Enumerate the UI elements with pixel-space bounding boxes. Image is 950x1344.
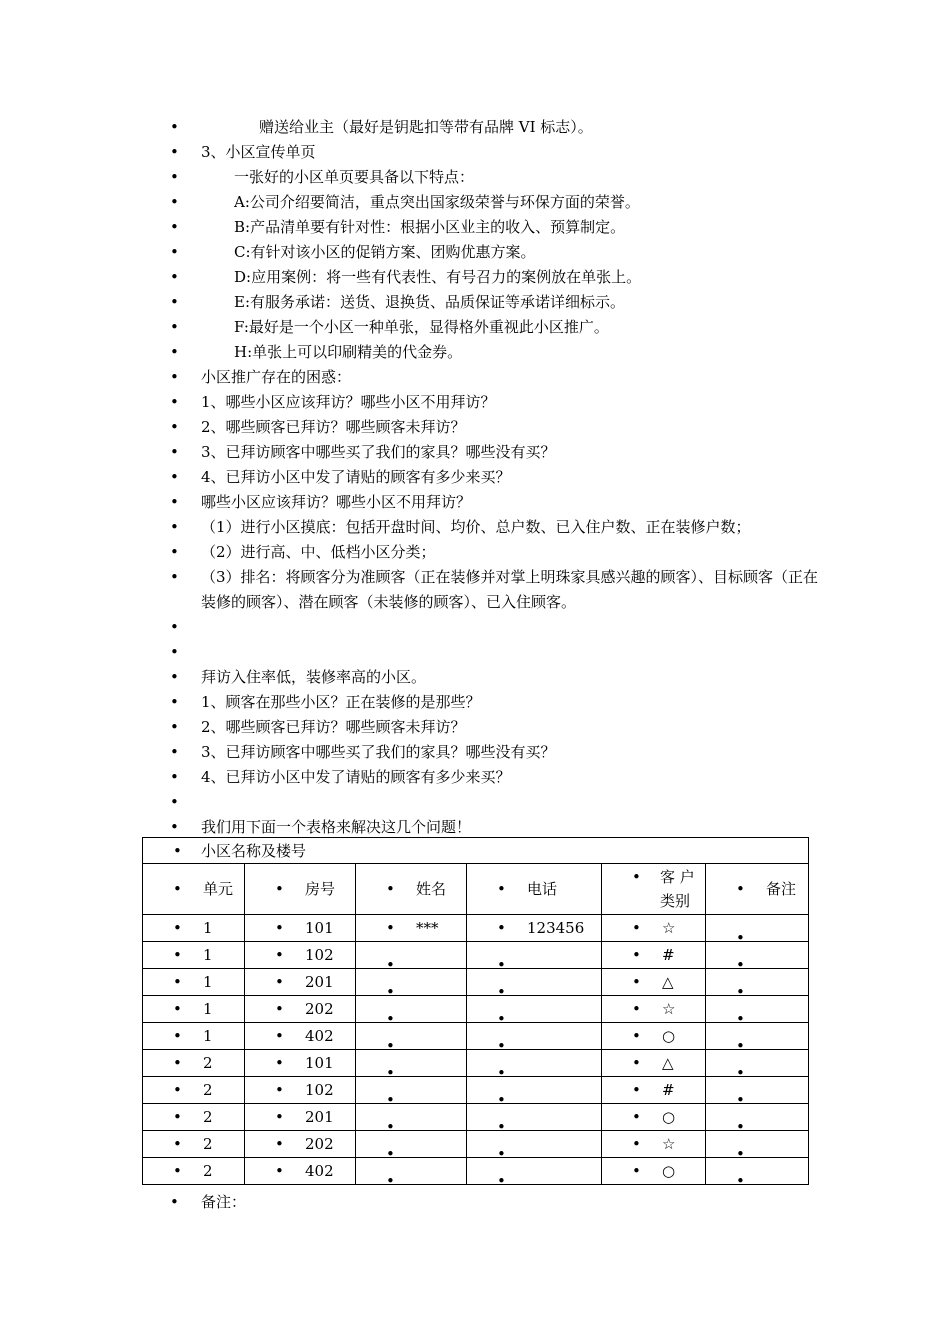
bullet-icon: •	[736, 1091, 745, 1109]
table-row	[143, 942, 809, 969]
list-item	[170, 465, 820, 490]
bullet-icon: •	[170, 443, 179, 461]
header-unit: 单元	[203, 880, 234, 898]
bullet-icon: •	[173, 841, 182, 860]
cell-unit: 1	[203, 946, 213, 964]
table-row	[143, 1131, 809, 1158]
bullet-icon: •	[497, 880, 506, 898]
bullet-icon: •	[275, 1000, 284, 1018]
list-item	[170, 690, 820, 715]
list-item	[170, 190, 820, 215]
list-item	[170, 715, 820, 740]
bullet-icon: •	[173, 1135, 182, 1153]
bullet-icon: •	[497, 1172, 506, 1190]
list-item-text: B:产品清单要有针对性：根据小区业主的收入、预算制定。	[234, 218, 626, 236]
cell-unit: 2	[203, 1162, 213, 1180]
cell-unit: 1	[203, 919, 213, 937]
bullet-icon: •	[497, 983, 506, 1001]
list-item	[170, 440, 820, 465]
bullet-icon: •	[170, 168, 179, 186]
bullet-icon: •	[736, 983, 745, 1001]
bullet-icon: •	[497, 1145, 506, 1163]
bullet-icon: •	[736, 1064, 745, 1082]
cell-unit: 2	[203, 1108, 213, 1126]
bullet-icon: •	[170, 293, 179, 311]
list-item	[170, 215, 820, 240]
list-item	[170, 290, 820, 315]
bullet-icon: •	[170, 268, 179, 286]
cell-phone: 123456	[527, 919, 585, 937]
bullet-icon: •	[170, 343, 179, 361]
bullet-icon: •	[736, 1037, 745, 1055]
cell-unit: 1	[203, 1000, 213, 1018]
bullet-icon: •	[632, 1162, 641, 1180]
list-item	[170, 340, 820, 365]
bullet-icon: •	[173, 973, 182, 991]
bullet-icon: •	[736, 929, 745, 947]
cell-room: 202	[305, 1135, 334, 1153]
table-row	[143, 969, 809, 996]
bullet-icon: •	[632, 946, 641, 964]
cell-unit: 1	[203, 1027, 213, 1045]
bullet-icon: •	[173, 1162, 182, 1180]
list-item	[170, 415, 820, 440]
list-item	[170, 565, 820, 615]
bullet-icon: •	[170, 393, 179, 411]
list-item	[170, 640, 820, 665]
bullet-icon: •	[275, 880, 284, 898]
bullet-icon: •	[736, 1145, 745, 1163]
bullet-icon: •	[275, 946, 284, 964]
header-phone: 电话	[527, 880, 558, 898]
cell-room: 101	[305, 919, 334, 937]
header-type-line1: 客 户	[660, 868, 695, 886]
list-item-text: 1、顾客在那些小区？正在装修的是那些？	[201, 693, 481, 711]
list-item	[170, 265, 820, 290]
bullet-icon: •	[173, 880, 182, 898]
list-item	[170, 615, 820, 640]
bullet-icon: •	[170, 718, 179, 736]
list-item	[170, 740, 820, 765]
bullet-icon: •	[275, 919, 284, 937]
list-item-text: C:有针对该小区的促销方案、团购优惠方案。	[234, 243, 536, 261]
list-item-text: 一张好的小区单页要具备以下特点：	[234, 168, 475, 186]
bullet-icon: •	[386, 1091, 395, 1109]
note-line	[170, 1190, 501, 1215]
list-item	[170, 665, 820, 690]
bullet-icon: •	[736, 1172, 745, 1190]
table-title: 小区名称及楼号	[201, 841, 307, 860]
cell-type: ☆	[662, 919, 676, 937]
bullet-icon: •	[736, 1010, 745, 1028]
list-item-text: D:应用案例：将一些有代表性、有号召力的案例放在单张上。	[234, 268, 642, 286]
list-item-text: 3、已拜访顾客中哪些买了我们的家具？哪些没有买？	[201, 443, 556, 461]
list-item	[170, 315, 820, 340]
bullet-icon: •	[275, 1108, 284, 1126]
bullet-icon: •	[170, 368, 179, 386]
list-item	[170, 140, 820, 165]
bullet-icon: •	[386, 1010, 395, 1028]
bullet-icon: •	[170, 193, 179, 211]
cell-name: ***	[416, 919, 439, 937]
bullet-icon: •	[497, 919, 506, 937]
cell-type: △	[662, 1054, 674, 1072]
list-item-text: E:有服务承诺：送货、退换货、品质保证等承诺详细标示。	[234, 293, 626, 311]
table-row	[143, 1050, 809, 1077]
note-label: 备注：	[201, 1193, 247, 1211]
list-item-text: A:公司介绍要简洁，重点突出国家级荣誉与环保方面的荣誉。	[234, 193, 640, 211]
bullet-icon: •	[275, 1054, 284, 1072]
bullet-icon: •	[170, 518, 179, 536]
bullet-icon: •	[173, 1081, 182, 1099]
bullet-icon: •	[170, 618, 179, 636]
bullet-icon: •	[170, 318, 179, 336]
cell-unit: 1	[203, 973, 213, 991]
list-item-text: （2）进行高、中、低档小区分类；	[201, 543, 436, 561]
bullet-icon: •	[170, 243, 179, 261]
list-item	[170, 490, 820, 515]
table-row	[143, 1158, 809, 1185]
bullet-icon: •	[275, 1081, 284, 1099]
bullet-icon: •	[170, 743, 179, 761]
list-item	[170, 390, 820, 415]
bullet-icon: •	[386, 1118, 395, 1136]
bullet-icon: •	[173, 1027, 182, 1045]
cell-room: 201	[305, 1108, 334, 1126]
table-title-row	[143, 838, 809, 864]
bullet-icon: •	[497, 1064, 506, 1082]
cell-type: ☆	[662, 1135, 676, 1153]
table-row	[143, 1023, 809, 1050]
list-item	[170, 790, 820, 815]
bullet-icon: •	[170, 218, 179, 236]
bullet-icon: •	[386, 1037, 395, 1055]
list-item	[170, 165, 820, 190]
bullet-icon: •	[170, 143, 179, 161]
bullet-icon: •	[275, 1135, 284, 1153]
bullet-icon: •	[170, 1193, 179, 1211]
header-type-line2: 类别	[660, 892, 691, 910]
list-item-text: 3、小区宣传单页	[201, 143, 316, 161]
bullet-icon: •	[170, 818, 179, 836]
table-row	[143, 996, 809, 1023]
list-item-text: F:最好是一个小区一种单张，显得格外重视此小区推广。	[234, 318, 609, 336]
list-item-text: 赠送给业主（最好是钥匙扣等带有品牌 VI 标志）。	[259, 118, 593, 136]
cell-room: 402	[305, 1027, 334, 1045]
bullet-icon: •	[497, 956, 506, 974]
list-item-text: （3）排名：将顾客分为准顾客（正在装修并对掌上明珠家具感兴趣的顾客）、目标顾客（正在装修的顾客）、潜在顾客（未装修的顾客）、已入住顾客。	[201, 568, 819, 611]
header-note: 备注	[766, 880, 797, 898]
bullet-icon: •	[173, 1108, 182, 1126]
list-item-text: （1）进行小区摸底：包括开盘时间、均价、总户数、已入住户数、正在装修户数；	[201, 518, 751, 536]
cell-type: ○	[662, 1162, 676, 1180]
list-item	[170, 365, 820, 390]
bullet-icon: •	[386, 1145, 395, 1163]
bullet-icon: •	[497, 1010, 506, 1028]
cell-room: 101	[305, 1054, 334, 1072]
table-header-row	[143, 864, 809, 915]
list-item-text: 1、哪些小区应该拜访？哪些小区不用拜访？	[201, 393, 496, 411]
bullet-icon: •	[632, 1081, 641, 1099]
bullet-icon: •	[632, 1000, 641, 1018]
cell-type: ○	[662, 1108, 676, 1126]
bullet-icon: •	[386, 956, 395, 974]
bullet-icon: •	[170, 793, 179, 811]
cell-type: #	[662, 1081, 675, 1099]
cell-type: ☆	[662, 1000, 676, 1018]
bullet-icon: •	[497, 1037, 506, 1055]
bullet-icon: •	[736, 1118, 745, 1136]
list-item-text: 4、已拜访小区中发了请贴的顾客有多少来买？	[201, 768, 511, 786]
bullet-icon: •	[386, 880, 395, 898]
bullet-icon: •	[386, 919, 395, 937]
list-item	[170, 240, 820, 265]
bullet-icon: •	[497, 1091, 506, 1109]
list-item-text: 2、哪些顾客已拜访？哪些顾客未拜访？	[201, 418, 466, 436]
list-item	[170, 765, 820, 790]
bullet-icon: •	[170, 693, 179, 711]
list-item	[170, 515, 820, 540]
bullet-icon: •	[170, 468, 179, 486]
list-item	[170, 115, 820, 140]
cell-unit: 2	[203, 1081, 213, 1099]
list-item-text: 拜访入住率低，装修率高的小区。	[201, 668, 427, 686]
bullet-icon: •	[632, 868, 641, 886]
cell-room: 102	[305, 1081, 334, 1099]
list-item-text: 哪些小区应该拜访？哪些小区不用拜访？	[201, 493, 472, 511]
cell-type: △	[662, 973, 674, 991]
bullet-icon: •	[632, 973, 641, 991]
bullet-icon: •	[275, 1027, 284, 1045]
bullet-icon: •	[170, 768, 179, 786]
bullet-icon: •	[632, 1054, 641, 1072]
cell-room: 102	[305, 946, 334, 964]
table-row	[143, 1077, 809, 1104]
bullet-icon: •	[170, 493, 179, 511]
list-item-text: 3、已拜访顾客中哪些买了我们的家具？哪些没有买？	[201, 743, 556, 761]
customer-table	[142, 837, 809, 1190]
cell-type: #	[662, 946, 675, 964]
bullet-icon: •	[173, 1054, 182, 1072]
bullet-icon: •	[386, 1172, 395, 1190]
cell-unit: 2	[203, 1135, 213, 1153]
bullet-icon: •	[173, 946, 182, 964]
list-item-text: 4、已拜访小区中发了请贴的顾客有多少来买？	[201, 468, 511, 486]
bullet-icon: •	[736, 880, 745, 898]
bullet-icon: •	[170, 668, 179, 686]
bullet-icon: •	[170, 118, 179, 136]
bullet-icon: •	[170, 418, 179, 436]
table-row	[143, 1104, 809, 1131]
bullet-icon: •	[632, 919, 641, 937]
header-name: 姓名	[416, 880, 447, 898]
list-item-text: H:单张上可以印刷精美的代金券。	[234, 343, 463, 361]
list-item-text: 2、哪些顾客已拜访？哪些顾客未拜访？	[201, 718, 466, 736]
table-row	[143, 915, 809, 942]
bullet-icon: •	[173, 1000, 182, 1018]
cell-room: 202	[305, 1000, 334, 1018]
cell-type: ○	[662, 1027, 676, 1045]
bullet-icon: •	[632, 1135, 641, 1153]
list-item-text: 小区推广存在的困惑：	[201, 368, 352, 386]
bullet-icon: •	[275, 1162, 284, 1180]
bullet-icon: •	[736, 956, 745, 974]
bullet-icon: •	[170, 568, 179, 586]
cell-room: 201	[305, 973, 334, 991]
cell-unit: 2	[203, 1054, 213, 1072]
cell-room: 402	[305, 1162, 334, 1180]
bullet-icon: •	[386, 983, 395, 1001]
bullet-icon: •	[170, 643, 179, 661]
list-item	[170, 540, 820, 565]
bullet-icon: •	[386, 1064, 395, 1082]
bullet-icon: •	[497, 1118, 506, 1136]
bullet-icon: •	[632, 1027, 641, 1045]
bullet-icon: •	[632, 1108, 641, 1126]
bullet-icon: •	[173, 919, 182, 937]
header-room: 房号	[305, 880, 336, 898]
list-item-text: 我们用下面一个表格来解决这几个问题！	[201, 818, 472, 836]
bullet-icon: •	[170, 543, 179, 561]
bullet-list	[170, 115, 820, 840]
bullet-icon: •	[275, 973, 284, 991]
